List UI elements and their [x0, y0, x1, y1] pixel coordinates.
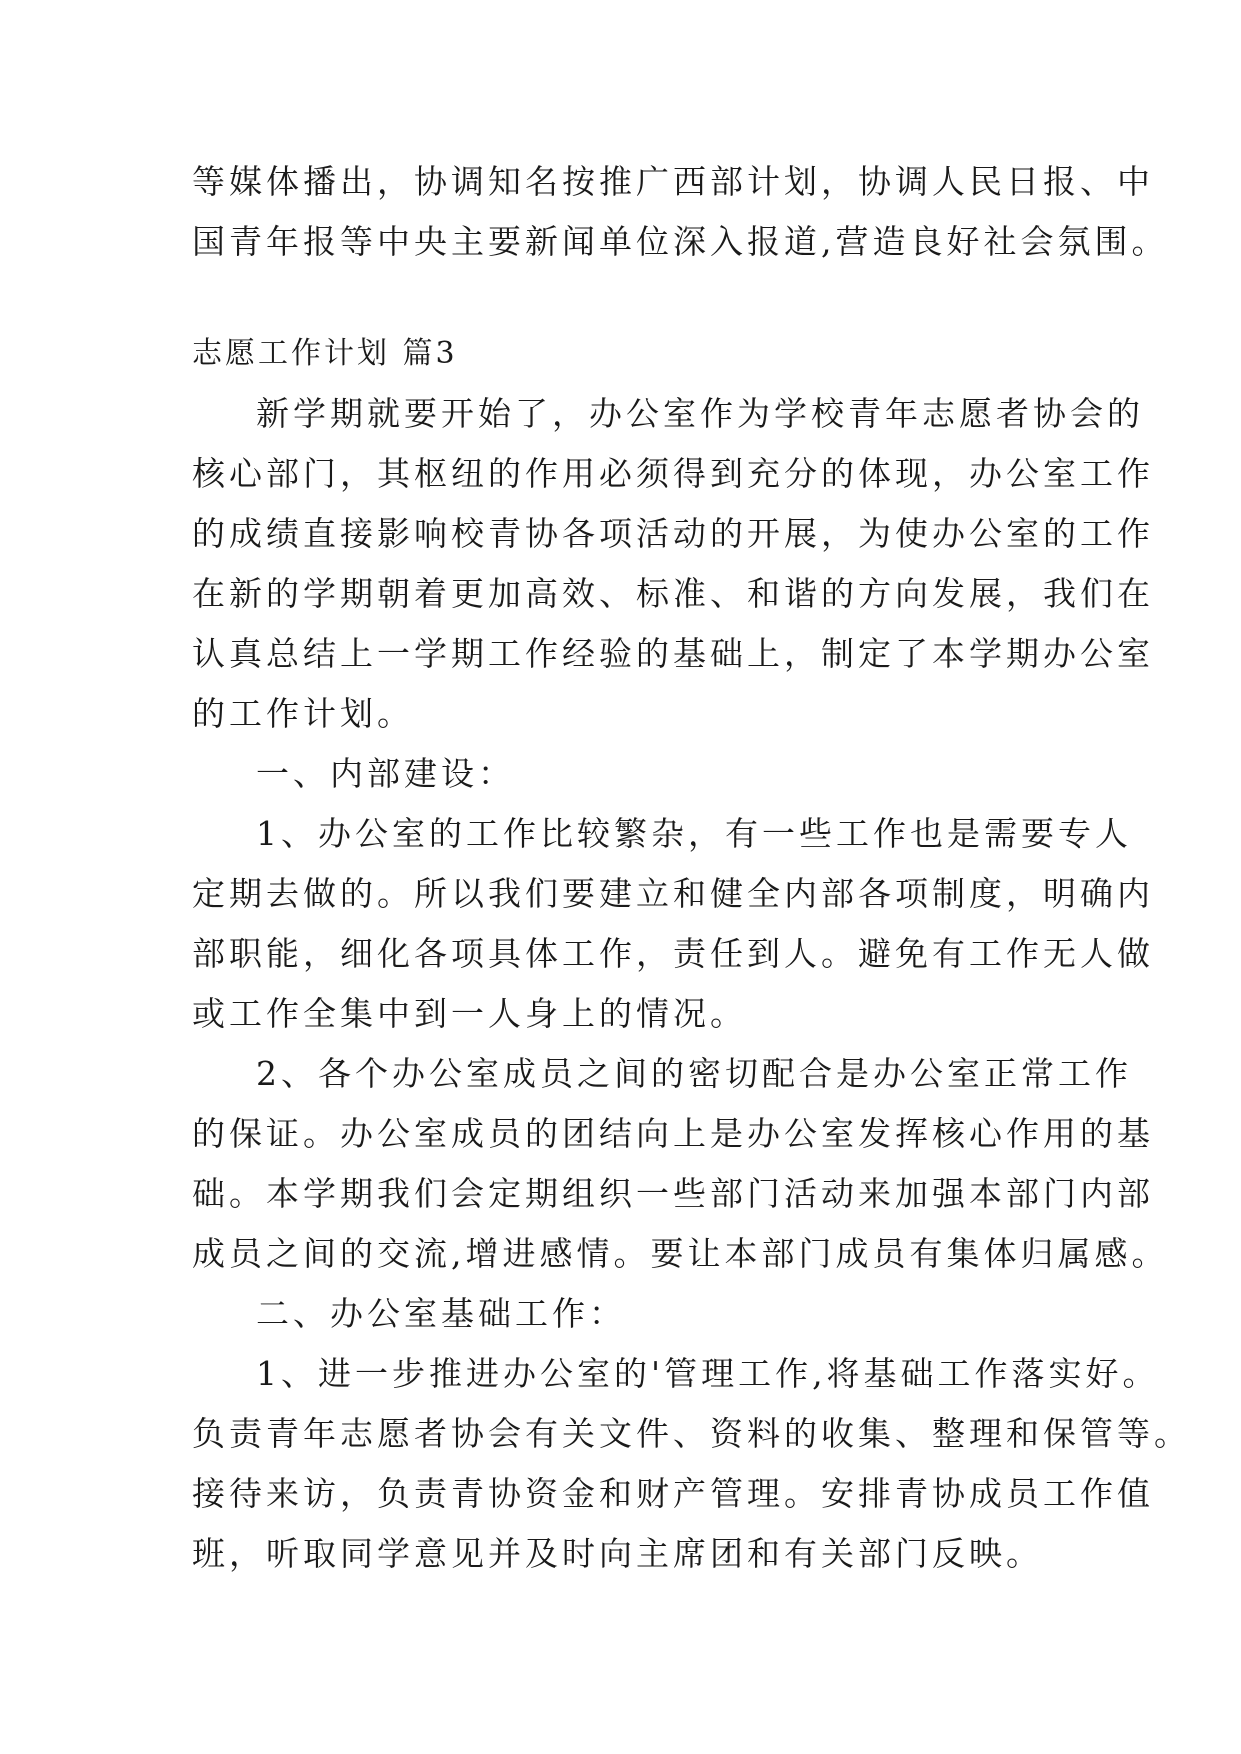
text-line: 1、办公室的工作比较繁杂，有一些工作也是需要专人 [256, 814, 1132, 853]
text-line: 2、各个办公室成员之间的密切配合是办公室正常工作 [256, 1054, 1132, 1093]
paragraph-intro-plan [192, 384, 1154, 744]
text-line: 成员之间的交流,增进感情。要让本部门成员有集体归属感。 [192, 1234, 1169, 1273]
item-1-paragraph [192, 804, 1154, 1044]
document-body [192, 152, 1191, 1584]
item-2-paragraph [192, 1044, 1169, 1284]
text-line: 接待来访，负责青协资金和财产管理。安排青协成员工作值 [192, 1474, 1154, 1513]
text-line: 的工作计划。 [192, 694, 414, 733]
text-line: 核心部门，其枢纽的作用必须得到充分的体现，办公室工作 [192, 454, 1154, 493]
text-line: 或工作全集中到一人身上的情况。 [192, 994, 747, 1033]
text-line: 定期去做的。所以我们要建立和健全内部各项制度，明确内 [192, 874, 1154, 913]
text-line: 负责青年志愿者协会有关文件、资料的收集、整理和保管等。 [192, 1414, 1191, 1453]
heading-internal-construction: 一、内部建设： [256, 754, 515, 793]
text-line: 的成绩直接影响校青协各项活动的开展，为使办公室的工作 [192, 514, 1154, 553]
text-line: 在新的学期朝着更加高效、标准、和谐的方向发展，我们在 [192, 574, 1154, 613]
text-line: 班，听取同学意见并及时向主席团和有关部门反映。 [192, 1534, 1043, 1573]
text-line: 等媒体播出，协调知名按推广西部计划，协调人民日报、中 [192, 162, 1154, 201]
text-line: 1、进一步推进办公室的'管理工作,将基础工作落实好。 [256, 1354, 1160, 1393]
item-3-paragraph [192, 1344, 1191, 1584]
text-line: 认真总结上一学期工作经验的基础上，制定了本学期办公室 [192, 634, 1154, 673]
heading-office-basic-work: 二、办公室基础工作： [256, 1294, 626, 1333]
text-line: 的保证。办公室成员的团结向上是办公室发挥核心作用的基 [192, 1114, 1154, 1153]
section-title: 志愿工作计划 篇3 [192, 336, 458, 371]
text-line: 新学期就要开始了，办公室作为学校青年志愿者协会的 [256, 394, 1144, 433]
text-line: 础。本学期我们会定期组织一些部门活动来加强本部门内部 [192, 1174, 1154, 1213]
text-line: 国青年报等中央主要新闻单位深入报道,营造良好社会氛围。 [192, 222, 1169, 261]
text-line: 部职能，细化各项具体工作，责任到人。避免有工作无人做 [192, 934, 1154, 973]
intro-paragraph [192, 152, 1169, 272]
